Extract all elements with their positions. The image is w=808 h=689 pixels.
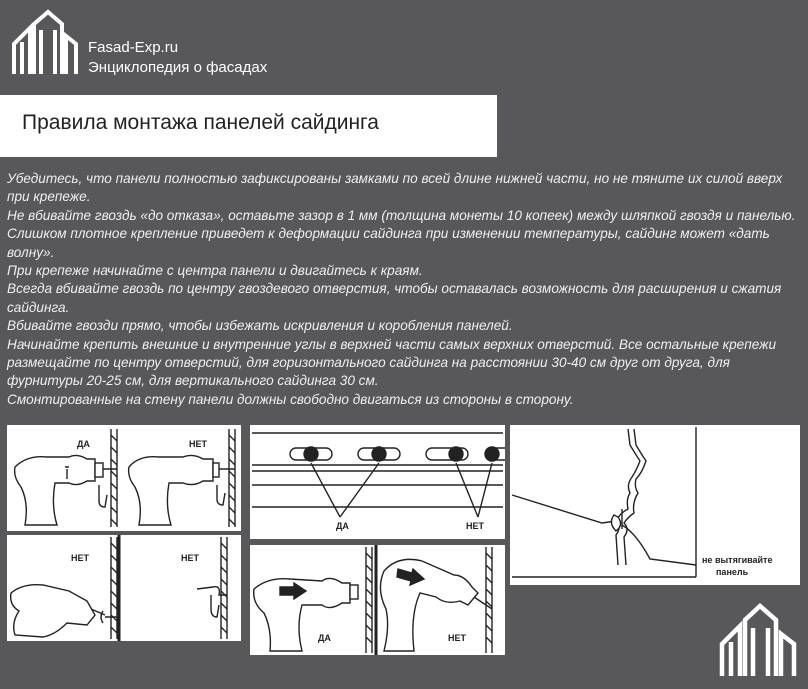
rule-paragraph: Вбивайте гвозди прямо, чтобы избежать искривления и коробления панелей.: [7, 318, 513, 334]
label-no: НЕТ: [466, 521, 484, 531]
label-yes: ДА: [336, 521, 349, 531]
label-no-right: НЕТ: [181, 553, 199, 563]
rule-paragraph: Убедитесь, что панели полностью зафиксированы замками по всей длине нижней части, но не тяните их силой вверх при крепеже.: [7, 171, 783, 205]
label-yes: ДА: [318, 633, 331, 643]
rule-paragraph: Не вбивайте гвоздь «до отказа», оставьте зазор в 1 мм (толщина монеты 10 копеек) между шляпкой гвоздя и панелью. Слишком плотное крепление приведет к деформации сайдинга при изменении температуры, сайдинг может «дать волну».: [7, 207, 796, 260]
label-yes: ДА: [77, 439, 90, 449]
brand-block: [88, 38, 267, 78]
title-bar: [0, 95, 497, 157]
label-no-left: НЕТ: [71, 553, 89, 563]
caption-line2: панель: [716, 567, 749, 577]
page-title: Правила монтажа панелей сайдинга: [22, 111, 379, 134]
illustration-nail-bent: [7, 535, 241, 641]
label-no: НЕТ: [448, 633, 466, 643]
caption-line1: не вытягивайте: [702, 555, 773, 565]
rules-text: [7, 170, 797, 409]
illustration-nail-holes: [250, 425, 505, 539]
rule-paragraph: Смонтированные на стену панели должны свободно двигаться из стороны в сторону.: [7, 391, 574, 407]
site-name[interactable]: Fasad-Exp.ru: [88, 39, 179, 56]
site-tagline: Энциклопедия о фасадах: [88, 59, 268, 76]
illustration-lock-profile: [510, 425, 800, 585]
rule-paragraph: При крепеже начинайте с центра панели и двигайтесь к краям.: [7, 263, 423, 279]
illustration-hammer-gap: [7, 425, 241, 531]
label-no: НЕТ: [189, 439, 207, 449]
illustration-hammer-angle: [250, 545, 505, 655]
building-watermark-icon: [718, 602, 798, 680]
building-logo-icon: [10, 8, 80, 78]
rule-paragraph: Начинайте крепить внешние и внутренние углы в верхней части самых верхних отверстий. Все остальные крепежи размещайте по центру отверстий, для горизонтального сайдинга на расстоянии 30-40 см друг от друга, для фурнитуры 20-25 см, для вертикального сайдинга 30 см.: [7, 336, 777, 389]
rule-paragraph: Всегда вбивайте гвоздь по центру гвоздевого отверстия, чтобы оставалась возможность для расширения и сжатия сайдинга.: [7, 281, 782, 315]
